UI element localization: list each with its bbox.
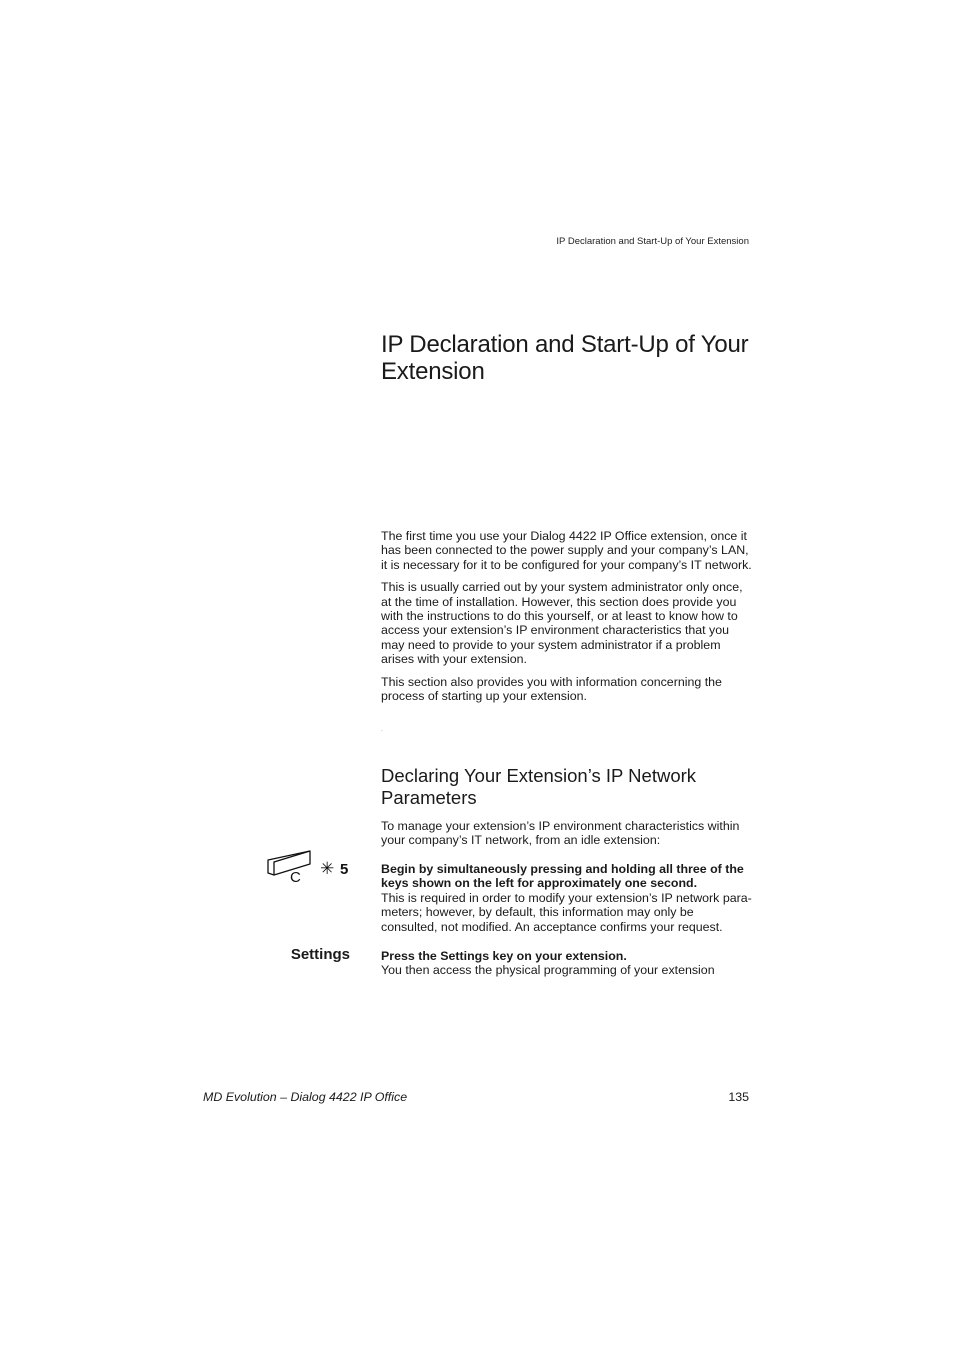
step-2 [381, 949, 753, 978]
running-header: IP Declaration and Start-Up of Your Extension [556, 236, 749, 247]
step-2-description: You then access the physical programming of your extension [381, 963, 715, 978]
intro-paragraph-3: This section also provides you with information concerning the process of starting up your extension. [381, 674, 722, 704]
key-combination-graphic [266, 844, 356, 886]
section-title: Declaring Your Extension’s IP Network Parameters [381, 765, 697, 808]
intro-paragraph-2: This is usually carried out by your system administrator only once, at the time of installation. However, this section does provide you with the instructions to do this yourself, or at least to know how to access your extension’s IP environment characteristics that you may need to provide to your system administrator if a problem arises with your extension. [381, 580, 743, 667]
step-1-instruction: Begin by simultaneously pressing and holding all three of the keys shown on the left for approximately one second. [381, 862, 744, 891]
settings-key-label: Settings [290, 946, 350, 963]
intro-text [381, 529, 753, 711]
section-intro: To manage your extension’s IP environment characteristics within your company’s IT network, from an idle extension: [381, 819, 740, 848]
intro-paragraph-1: The first time you use your Dialog 4422 IP Office extension, once it has been connected to the power supply and your company’s LAN, it is necessary for it to be configured for your company’s IT network. [381, 529, 752, 572]
c-key-label: C [290, 869, 301, 886]
footer-page-number: 135 [728, 1090, 749, 1104]
step-2-instruction: Press the Settings key on your extension. [381, 949, 627, 963]
step-1-description: This is required in order to modify your extension’s IP network para-meters; however, by default, this information may only be consulted, not modified. An acceptance confirms your request. [381, 890, 752, 934]
star-key-icon: ✳ [320, 859, 335, 879]
chapter-title: IP Declaration and Start-Up of Your Extension [381, 331, 749, 385]
footer-doc-title: MD Evolution – Dialog 4422 IP Office [203, 1090, 408, 1104]
five-key-label: 5 [340, 861, 349, 878]
step-1 [381, 862, 753, 934]
dot-marker: . [381, 727, 383, 733]
